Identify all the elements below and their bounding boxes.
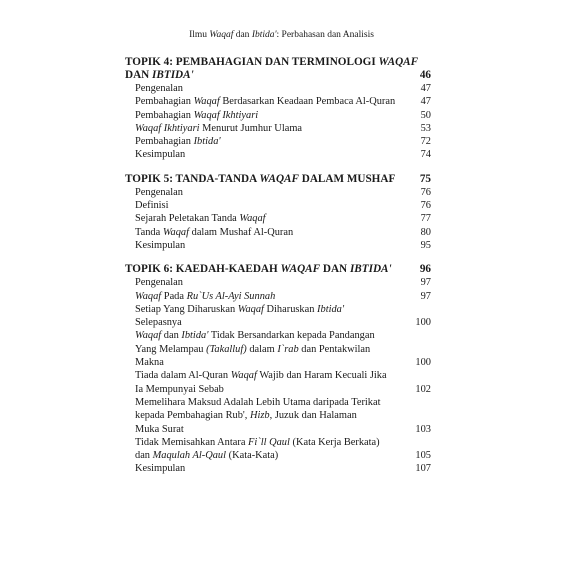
toc-entry: Sejarah Peletakan Tanda Waqaf 77 bbox=[135, 213, 431, 225]
toc-entry: Tiada dalam Al-Quran Waqaf Wajib dan Haram Kecuali Jika Ia Mempunyai Sebab 102 bbox=[135, 370, 431, 395]
topic-6-page: 96 bbox=[419, 263, 431, 276]
toc-entry: Pembahagian Ibtida' 72 bbox=[135, 136, 431, 148]
topic-4-section bbox=[125, 56, 431, 162]
toc-entry: Definisi 76 bbox=[135, 200, 431, 212]
topic-6-heading: TOPIK 6: KAEDAH-KAEDAH WAQAF DAN IBTIDA' 96 bbox=[125, 263, 431, 276]
toc-entry: Pembahagian Waqaf Ikhtiyari 50 bbox=[135, 109, 431, 121]
topic-5-section bbox=[125, 173, 431, 252]
toc-entry: Kesimpulan 74 bbox=[135, 149, 431, 161]
toc-entry: Waqaf Pada Ru`Us Al-Ayi Sunnah 97 bbox=[135, 290, 431, 302]
toc-entry: Tanda Waqaf dalam Mushaf Al-Quran 80 bbox=[135, 226, 431, 238]
toc-entry: Pembahagian Waqaf Berdasarkan Keadaan Pembaca Al-Quran 47 bbox=[135, 96, 431, 108]
table-of-contents bbox=[125, 56, 431, 487]
topic-4-heading: TOPIK 4: PEMBAHAGIAN DAN TERMINOLOGI WAQAF DAN IBTIDA' 46 bbox=[125, 56, 431, 81]
toc-entry: Setiap Yang Diharuskan Waqaf Diharuskan Ibtida' Selepasnya 100 bbox=[135, 303, 431, 329]
toc-entry: Tidak Memisahkan Antara Fi`ll Qaul (Kata Kerja Berkata) dan Maqulah Al-Qaul (Kata-Kata) 105 bbox=[135, 436, 431, 462]
toc-entry: Pengenalan 47 bbox=[135, 83, 431, 94]
topic-6-section bbox=[125, 263, 431, 475]
topic-5-heading: TOPIK 5: TANDA-TANDA WAQAF DALAM MUSHAF 75 bbox=[125, 172, 431, 185]
toc-entry: Waqaf Ikhtiyari Menurut Jumhur Ulama 53 bbox=[135, 122, 431, 134]
topic-4-page: 46 bbox=[419, 69, 431, 81]
running-header: Ilmu Waqaf dan Ibtida': Perbahasan dan Analisis bbox=[189, 30, 374, 40]
toc-entry: Waqaf dan Ibtida' Tidak Bersandarkan kepada Pandangan Yang Melampau (Takalluf) dalam I`rab dan Pentakwilan Makna 100 bbox=[135, 330, 431, 369]
toc-entry: Pengenalan 97 bbox=[135, 277, 431, 289]
toc-entry: Memelihara Maksud Adalah Lebih Utama daripada Terikat kepada Pembahagian Rub', Hizb, Juzuk dan Halaman Muka Surat 103 bbox=[135, 396, 431, 435]
topic-5-page: 75 bbox=[419, 172, 431, 185]
toc-entry: Kesimpulan 107 bbox=[135, 463, 431, 475]
toc-entry: Kesimpulan 95 bbox=[135, 239, 431, 251]
toc-entry: Pengenalan 76 bbox=[135, 186, 431, 198]
